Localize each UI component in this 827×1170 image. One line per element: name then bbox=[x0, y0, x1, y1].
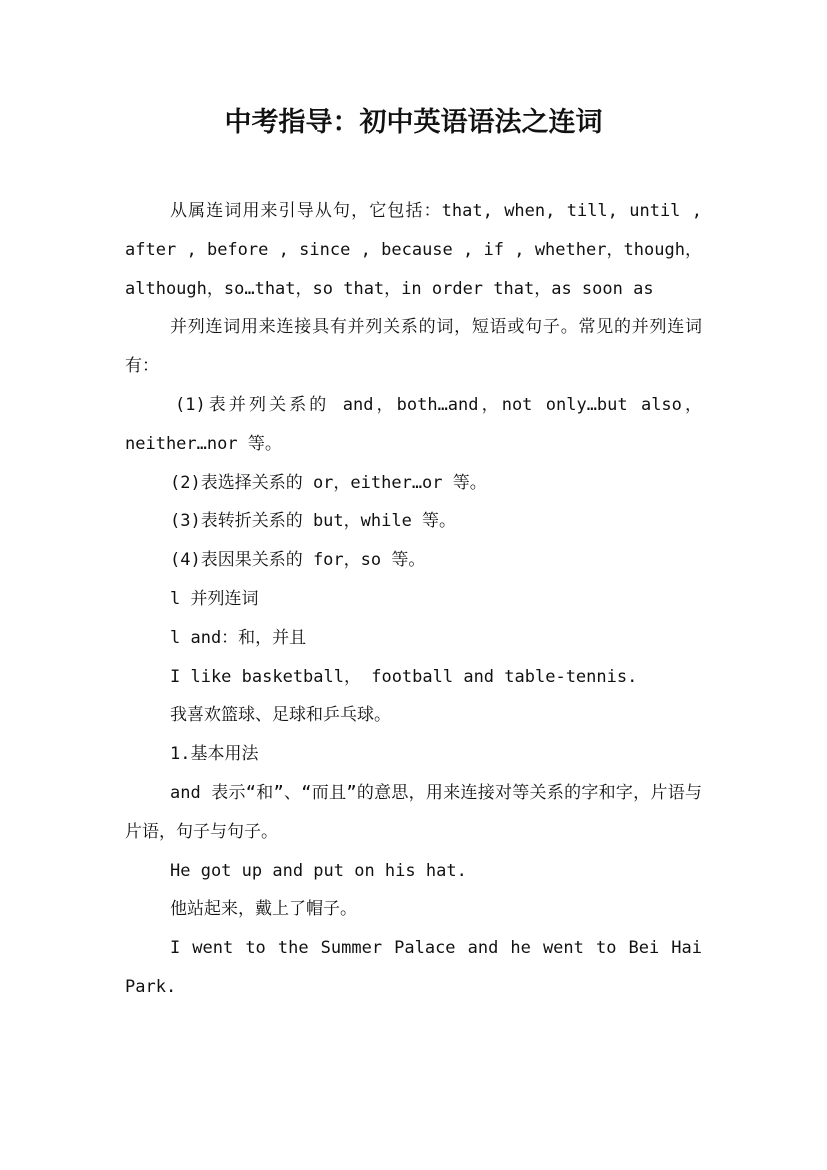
example-translation-1: 我喜欢篮球、足球和乒乓球。 bbox=[170, 705, 391, 726]
example-translation-2: 他站起来，戴上了帽子。 bbox=[170, 899, 357, 920]
paragraph-list-item-4: (4)表因果关系的 for，so 等。 bbox=[170, 550, 426, 571]
paragraph-list-item-1: (1)表并列关系的 and，both…and，not only…but also，neither…nor 等。 bbox=[125, 394, 702, 454]
section-heading-coordinating: l 并列连词 bbox=[170, 588, 259, 609]
section-heading-basic-usage: 1.基本用法 bbox=[170, 744, 259, 765]
document-body bbox=[125, 192, 702, 1007]
paragraph-list-item-3: (3)表转折关系的 but，while 等。 bbox=[170, 511, 457, 532]
paragraph-and-explanation: and 表示“和”、“而且”的意思，用来连接对等关系的字和字，片语与片语，句子与句子。 bbox=[125, 782, 702, 842]
example-sentence-1: I like basketball， football and table-tennis. bbox=[170, 666, 638, 687]
example-sentence-2: He got up and put on his hat. bbox=[170, 860, 467, 881]
paragraph-subordinating-conjunctions: 从属连词用来引导从句，它包括：that, when, till, until , after , before , since , because , if , whether，though，although，so…that，so that，in order that，as soon as bbox=[125, 201, 702, 299]
paragraph-coordinating-conjunctions: 并列连词用来连接具有并列关系的词，短语或句子。常见的并列连词有： bbox=[125, 317, 702, 377]
example-sentence-3: I went to the Summer Palace and he went to Bei Hai Park. bbox=[125, 938, 702, 997]
document-title: 中考指导：初中英语语法之连词 bbox=[224, 107, 603, 138]
section-heading-and: l and：和，并且 bbox=[170, 627, 307, 648]
paragraph-list-item-2: (2)表选择关系的 or，either…or 等。 bbox=[170, 472, 487, 493]
